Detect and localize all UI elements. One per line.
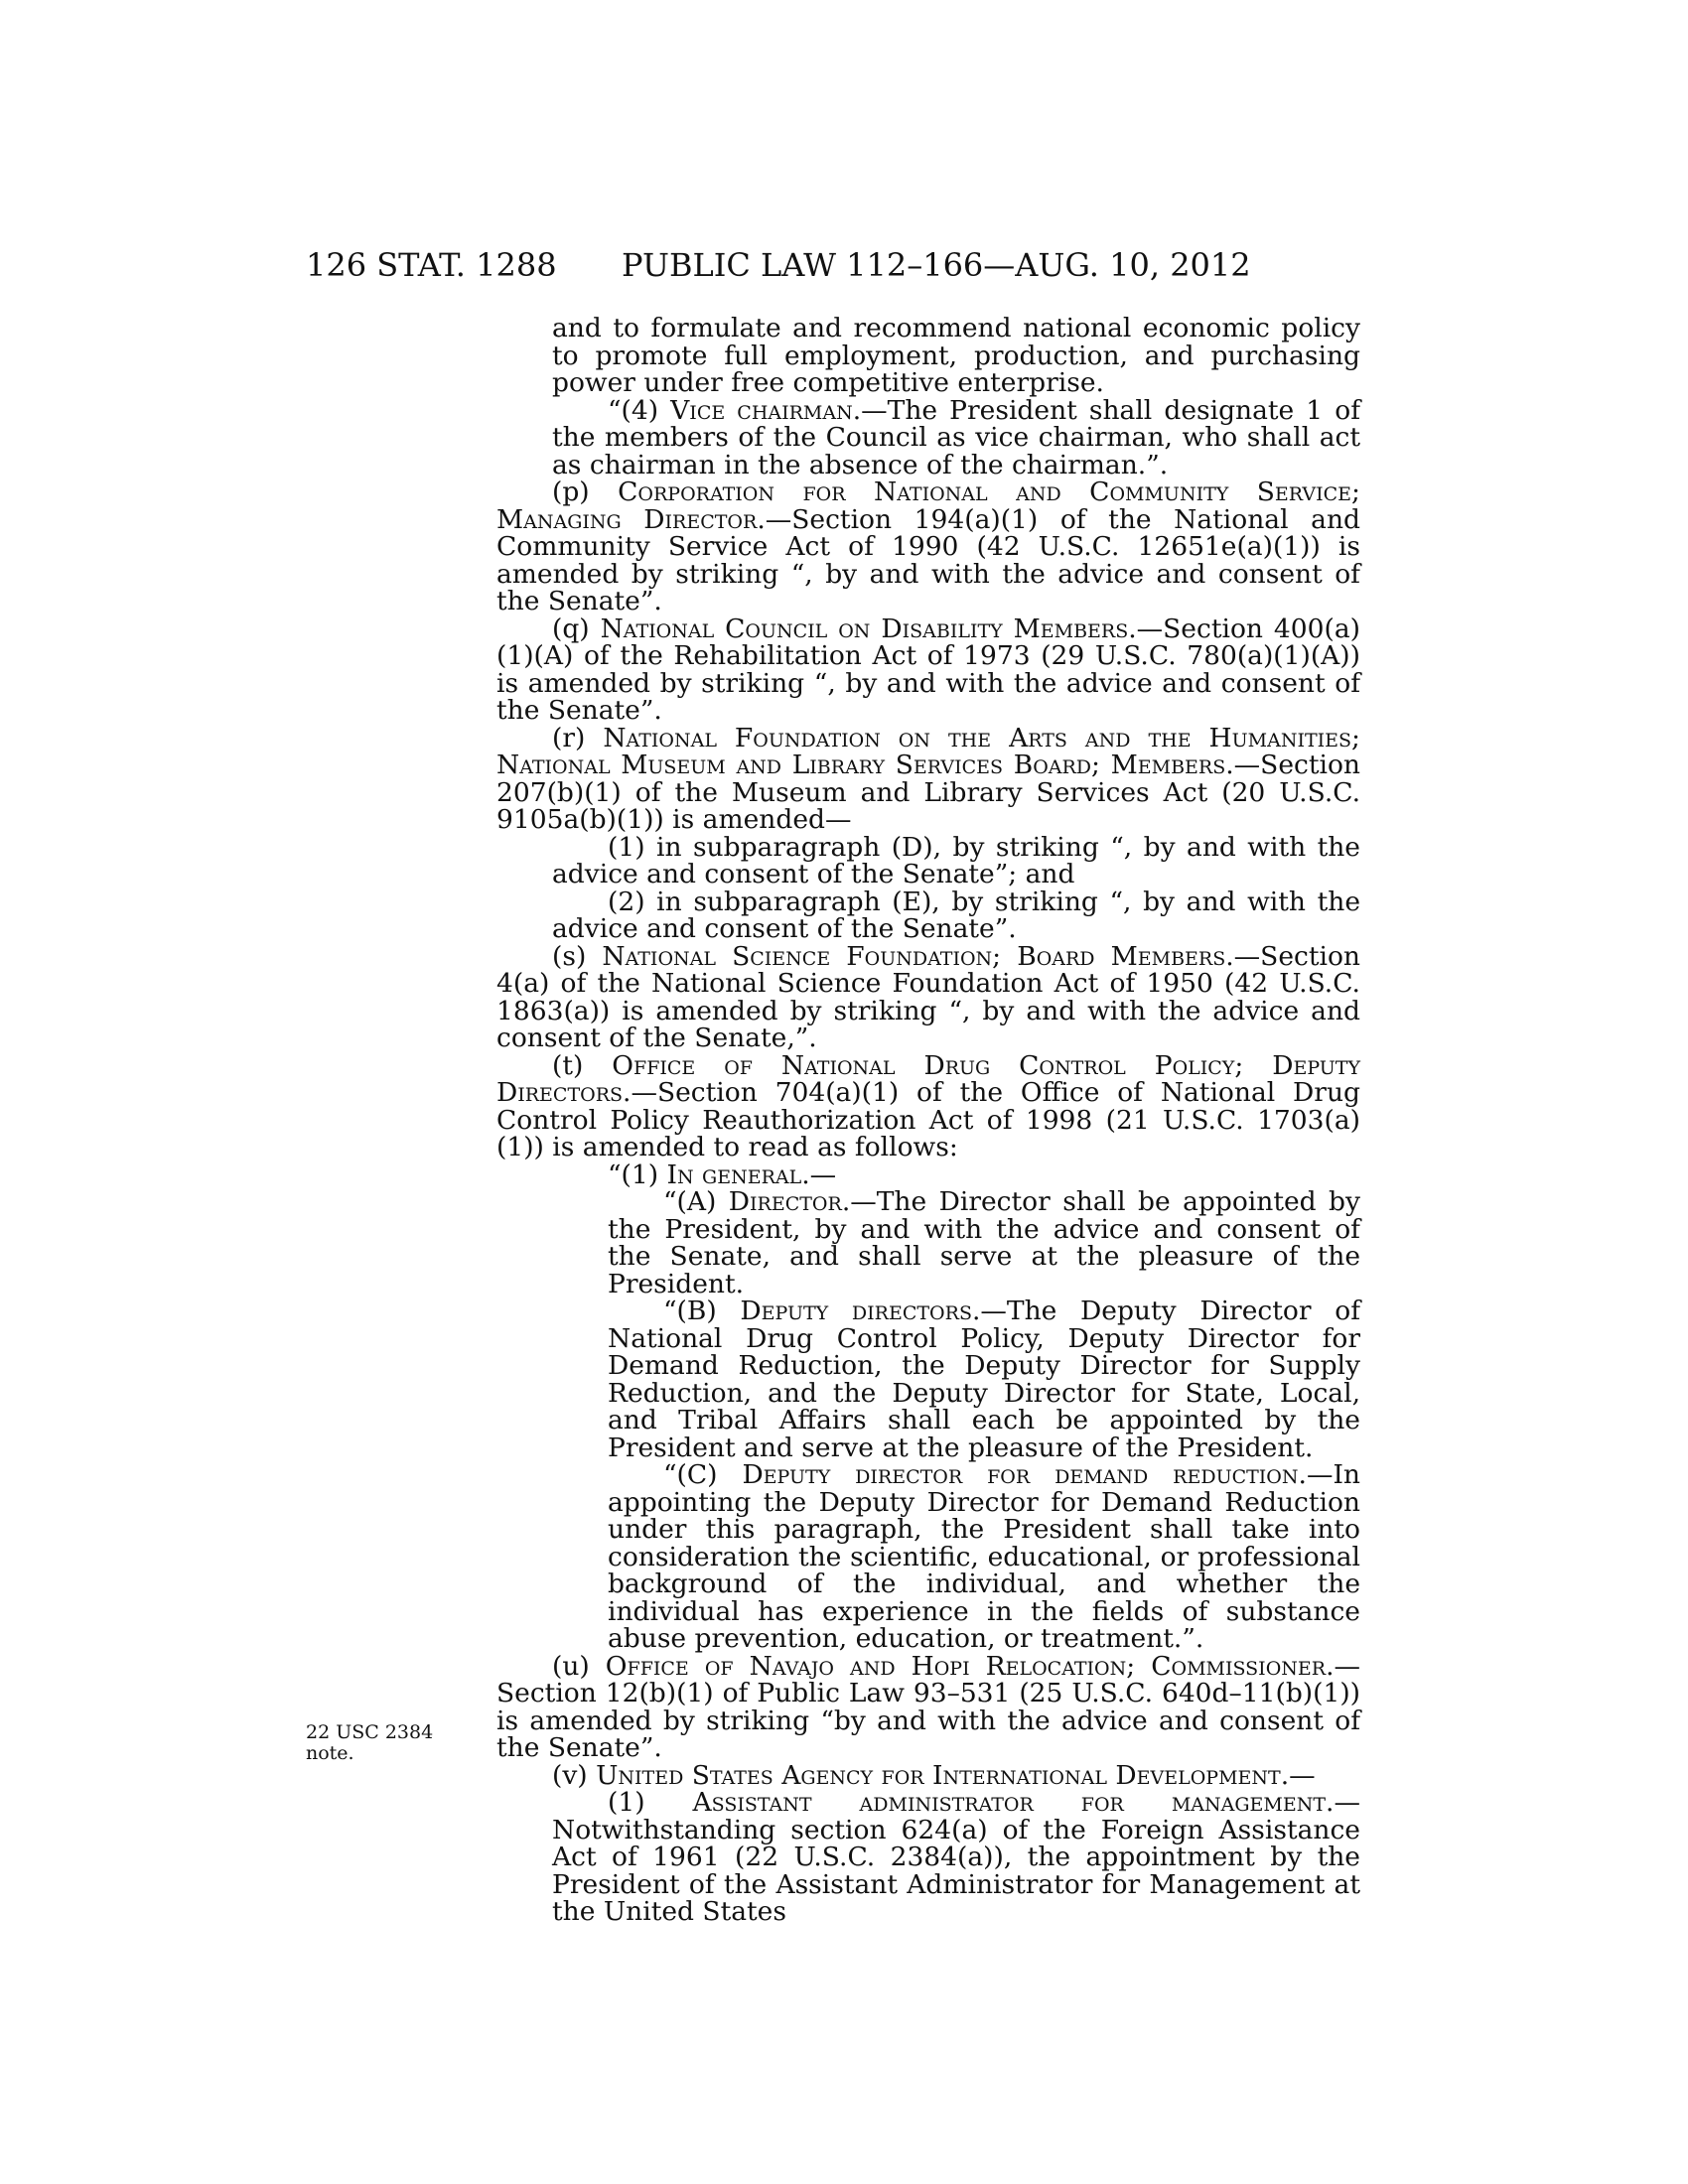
section-heading: United States Agency for International Development bbox=[596, 1759, 1281, 1791]
section-heading: Office of National Drug Control Policy; Deputy Directors bbox=[496, 1049, 1361, 1108]
margin-note-citation: 22 USC 2384 bbox=[306, 1721, 434, 1743]
paragraph-t-1-c: “(C) Deputy director for demand reduction.—In appointing the Deputy Director for Demand Reduction under this paragraph, the President shall take into consideration the scientific, educational, or professional background of the individual, and whether the individual has experience in the fields of substance abuse prevention, education, or treatment.”. bbox=[608, 1459, 1360, 1654]
paragraph-q: (q) National Council on Disability Members.—Section 400(a)(1)(A) of the Rehabilitation Act of 1973 (29 U.S.C. 780(a)(1)(A)) is amended by striking “, by and with the advice and consent of the Senate”. bbox=[496, 613, 1360, 726]
section-heading: Assistant administrator for management bbox=[692, 1787, 1327, 1818]
section-heading: Vice chairman bbox=[670, 394, 853, 426]
section-heading: In general bbox=[666, 1159, 802, 1190]
paragraph-t-1: “(1) In general.— bbox=[608, 1159, 837, 1190]
section-heading: Director bbox=[728, 1186, 842, 1217]
section-heading: Deputy directors bbox=[740, 1296, 972, 1326]
statute-body bbox=[496, 315, 1360, 1926]
paragraph-v: (v) United States Agency for International Development.— bbox=[552, 1759, 1316, 1791]
paragraph-t-1-b: “(B) Deputy directors.—The Deputy Director of National Drug Control Policy, Deputy Director for Demand Reduction, the Deputy Director for Supply Reduction, and the Deputy Director for State, Local, and Tribal Affairs shall each be appointed by the President and serve at the pleasure of the President. bbox=[608, 1296, 1360, 1463]
paragraph-p: (p) Corporation for National and Community Service; Managing Director.—Section 194(a)(1) of the National and Community Service Act of 1990 (42 U.S.C. 12651e(a)(1)) is amended by striking “, by and with the advice and consent of the Senate”. bbox=[496, 477, 1361, 616]
margin-note-label: note. bbox=[306, 1742, 354, 1764]
section-heading: National Foundation on the Arts and the Humanities; National Museum and Library Services Board; Members bbox=[496, 722, 1360, 780]
paragraph-r: (r) National Foundation on the Arts and the Humanities; National Museum and Library Services Board; Members.—Section 207(b)(1) of the Museum and Library Services Act (20 U.S.C. 9105a(b)(1)) is amended— bbox=[496, 722, 1360, 835]
running-head-law-title: PUBLIC LAW 112–166—AUG. 10, 2012 bbox=[622, 246, 1251, 284]
paragraph-r-1: (1) in subparagraph (D), by striking “, by and with the advice and consent of the Senate”; and bbox=[552, 831, 1360, 889]
section-heading: Deputy director for demand reduction bbox=[742, 1459, 1299, 1490]
paragraph-v-1: (1) Assistant administrator for management.—Notwithstanding section 624(a) of the Foreign Assistance Act of 1961 (22 U.S.C. 2384(a)), the appointment by the President of the Assistant Administrator for Management at the United States bbox=[552, 1787, 1360, 1927]
paragraph-continuation: and to formulate and recommend national economic policy to promote full employment, production, and purchasing power under free competitive enterprise. bbox=[552, 313, 1360, 398]
paragraph-u: (u) Office of Navajo and Hopi Relocation; Commissioner.—Section 12(b)(1) of Public Law 93–531 (25 U.S.C. 640d–11(b)(1)) is amended by striking “by and with the advice and consent of the Senate”. bbox=[496, 1650, 1361, 1763]
paragraph-t-1-a: “(A) Director.—The Director shall be appointed by the President, by and with the advice and consent of the Senate, and shall serve at the pleasure of the President. bbox=[608, 1186, 1360, 1299]
section-heading: National Science Foundation; Board Members bbox=[602, 940, 1226, 972]
section-heading: Corporation for National and Community Service; Managing Director bbox=[496, 477, 1360, 535]
section-heading: National Council on Disability Members bbox=[600, 613, 1129, 644]
margin-note bbox=[306, 1722, 433, 1764]
paragraph-t: (t) Office of National Drug Control Policy; Deputy Directors.—Section 704(a)(1) of the Office of National Drug Control Policy Reauthorization Act of 1998 (21 U.S.C. 1703(a)(1)) is amended to read as follows: bbox=[496, 1049, 1361, 1162]
section-heading: Office of Navajo and Hopi Relocation; Commissioner bbox=[605, 1650, 1327, 1682]
paragraph-r-2: (2) in subparagraph (E), by striking “, by and with the advice and consent of the Senate”. bbox=[552, 886, 1360, 944]
statute-page-number: 126 STAT. 1288 bbox=[306, 246, 557, 284]
paragraph-s: (s) National Science Foundation; Board Members.—Section 4(a) of the National Science Foundation Act of 1950 (42 U.S.C. 1863(a)) is amended by striking “, by and with the advice and consent of the Senate,”. bbox=[496, 940, 1360, 1053]
paragraph-vice-chairman: “(4) Vice chairman.—The President shall designate 1 of the members of the Council as vice chairman, who shall act as chairman in the absence of the chairman.”. bbox=[552, 394, 1361, 480]
